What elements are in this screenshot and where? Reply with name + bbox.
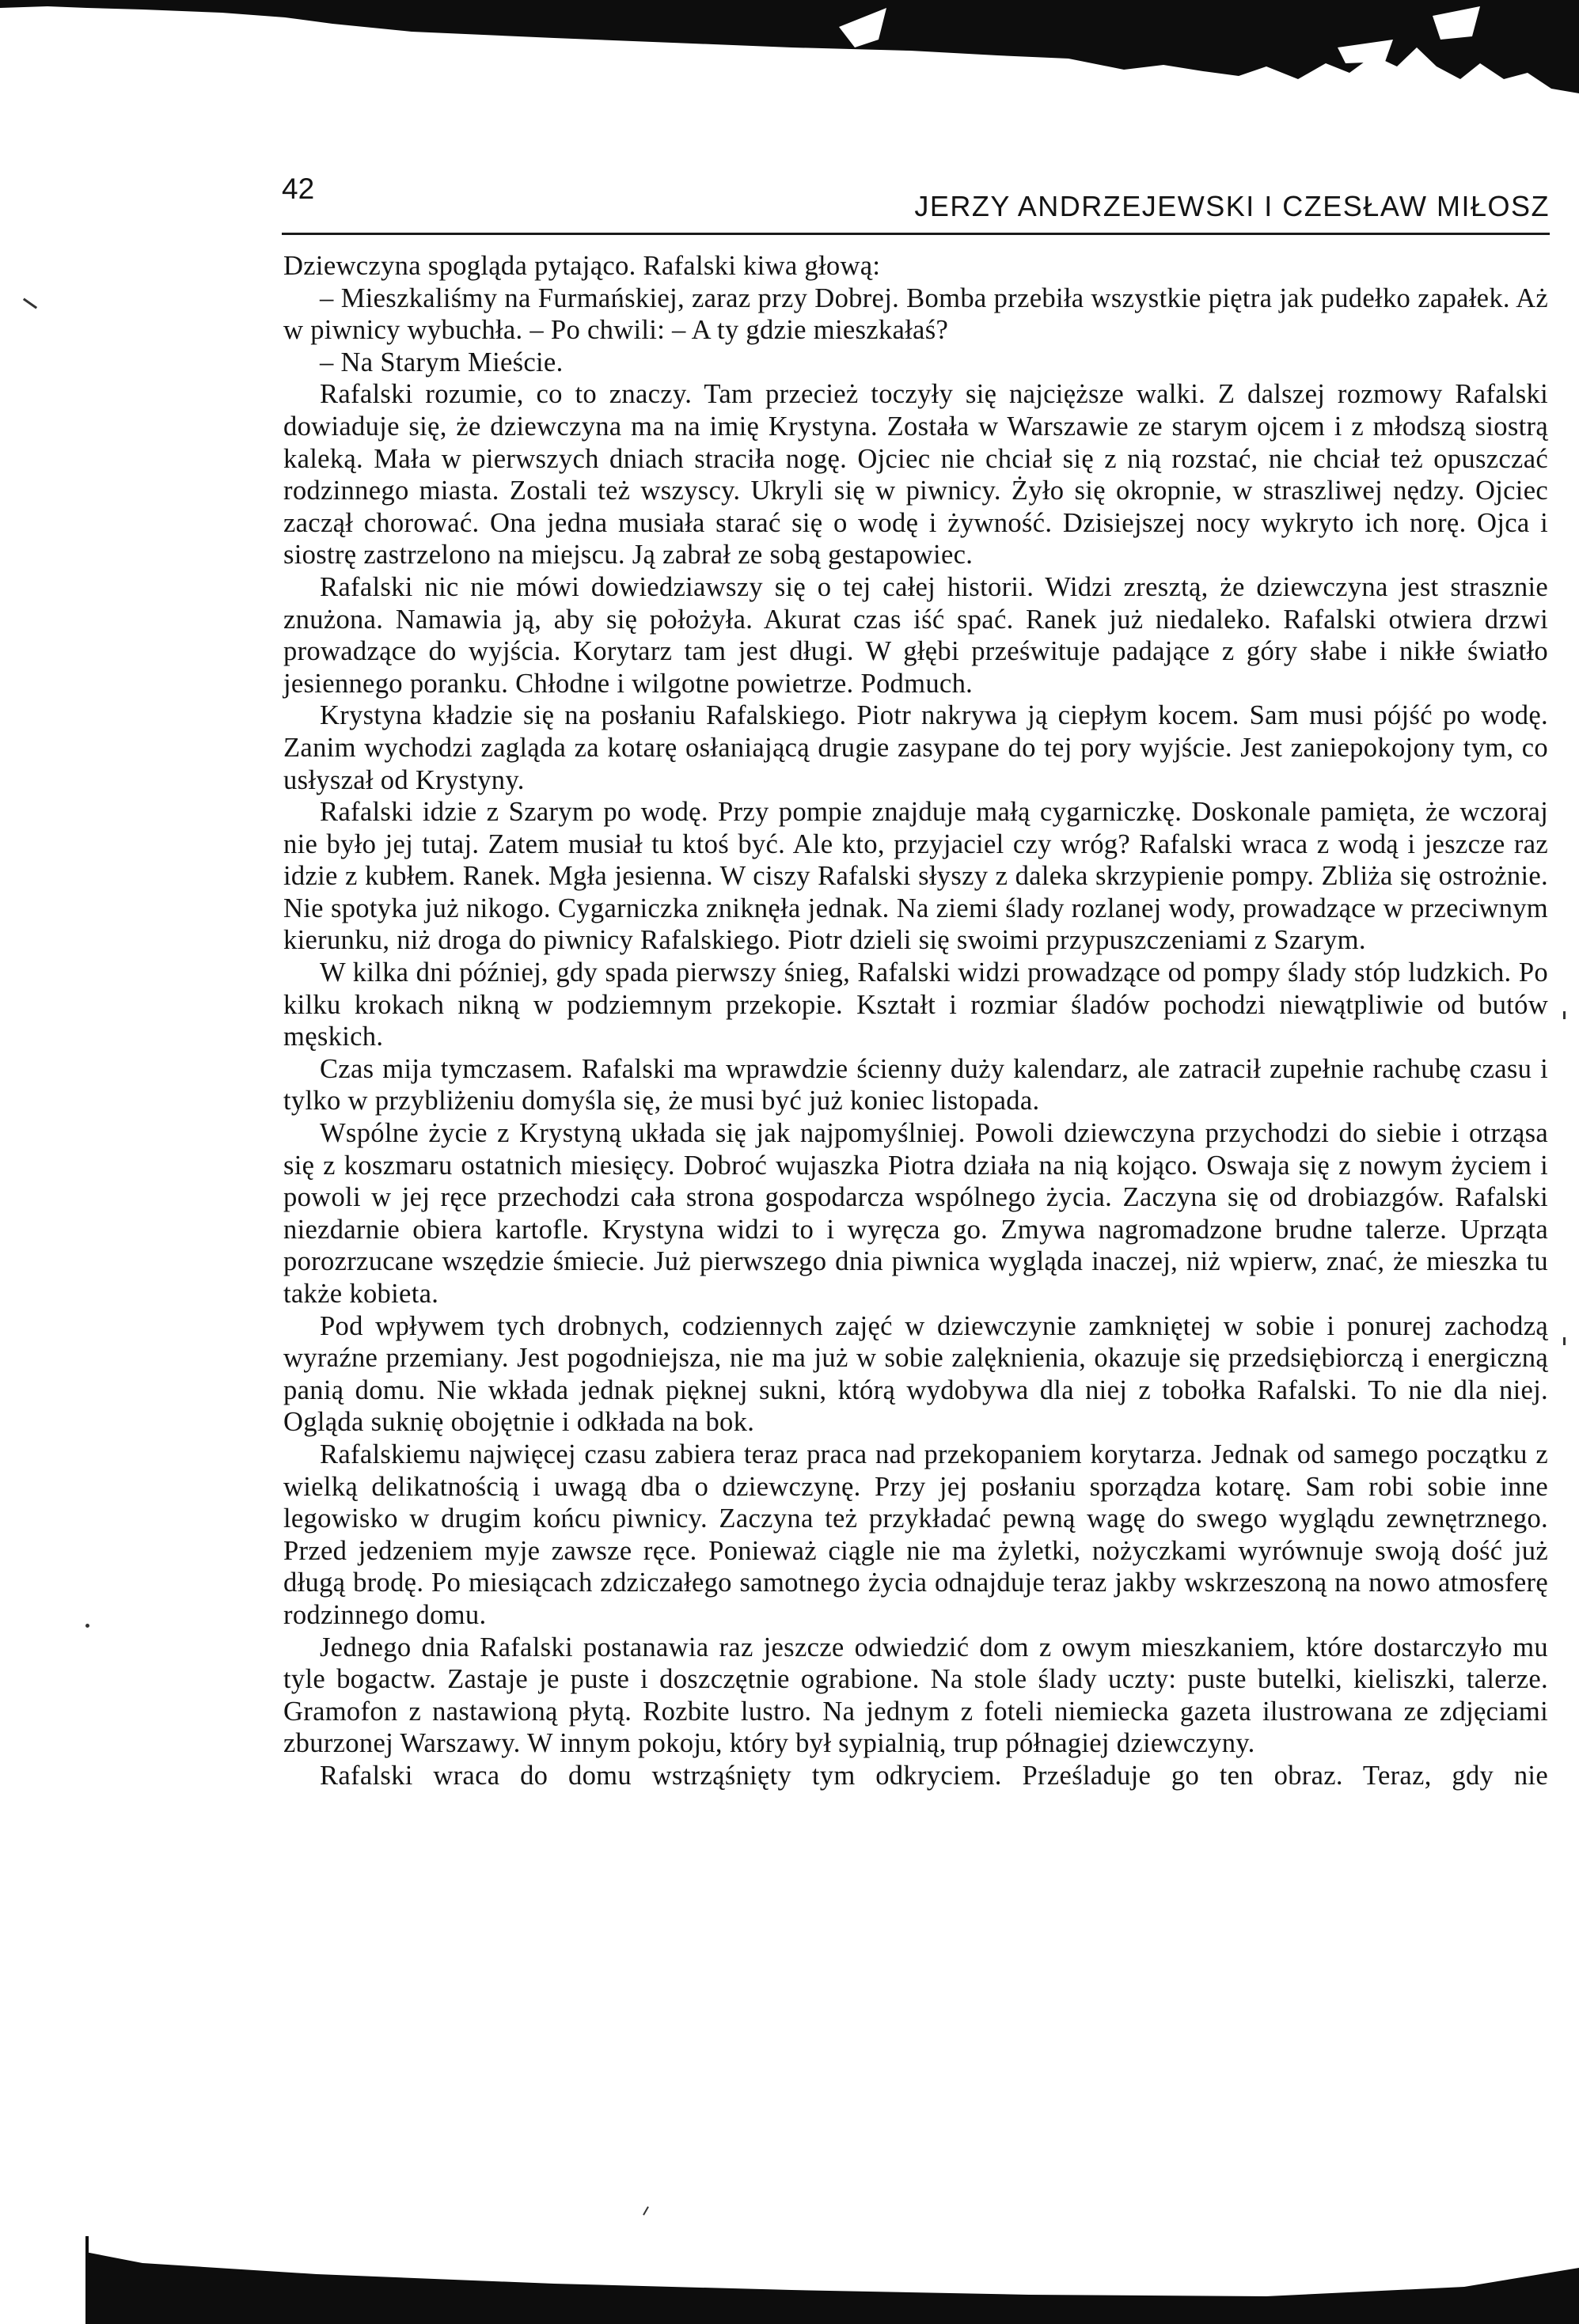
paragraph: Krystyna kładzie się na posłaniu Rafalskiego. Piotr nakrywa ją ciepłym kocem. Sam musi pójść po wodę. Zanim wychodzi zagląda za kotarę osłaniającą drugie zasypane do tej pory wyjście. Jest zaniepokojony tym, co usłyszał od Krystyny. xyxy=(283,700,1548,795)
scan-speck xyxy=(1563,1337,1566,1345)
scan-speck xyxy=(1563,1011,1566,1019)
scan-top-edge xyxy=(0,0,1579,95)
paragraph: Rafalski wraca do domu wstrząśnięty tym odkryciem. Prześladuje go ten obraz. Teraz, gdy nie xyxy=(320,1760,1548,1791)
paragraph: Pod wpływem tych drobnych, codziennych zajęć w dziewczynie zamkniętej w sobie i ponurej zachodzą wyraźne przemiany. Jest pogodniejsza, nie ma już w sobie zalęknienia, okazuje się przedsiębiorczą i energiczną panią domu. Nie wkłada jednak pięknej sukni, którą wydobywa dla niej z tobołka Rafalski. To nie dla niej. Ogląda suknię obojętnie i odkłada na bok. xyxy=(283,1310,1548,1438)
paragraph: Dziewczyna spogląda pytająco. Rafalski kiwa głową: xyxy=(283,251,881,281)
scan-bottom-edge xyxy=(0,2208,1579,2324)
paragraph: Rafalskiemu najwięcej czasu zabiera teraz praca nad przekopaniem korytarza. Jednak od samego początku z wielką delikatnością i uwagą dba o dziewczynę. Przy jej posłaniu sporządza kotarę. Sam robi sobie inne legowisko w drugim końcu piwnicy. Zaczyna też przykładać pewną wagę do swego wyglądu zewnętrznego. Przed jedzeniem myje zawsze ręce. Ponieważ ciągle nie ma żyletki, nożyczkami wyrównuje swoją dość już długą brodę. Po miesiącach zdziczałego samotnego życia odnajduje teraz jakby wskrzeszoną na nowo atmosferę rodzinnego domu. xyxy=(283,1439,1548,1630)
page-number: 42 xyxy=(282,172,315,205)
paragraph: Rafalski idzie z Szarym po wodę. Przy pompie znajduje małą cygarniczkę. Doskonale pamięta, że wczoraj nie było jej tutaj. Zatem musiał tu ktoś być. Ale kto, przyjaciel czy wróg? Rafalski wraca z wodą i jeszcze raz idzie z kubłem. Ranek. Mgła jesienna. W ciszy Rafalski słyszy z daleka skrzypienie pompy. Zbliża się ostrożnie. Nie spotyka już nikogo. Cygarniczka zniknęła jednak. Na ziemi ślady rozlanej wody, prowadzące w przeciwnym kierunku, niż droga do piwnicy Rafalskiego. Piotr dzieli się swoimi przypuszczeniami z Szarym. xyxy=(283,797,1548,956)
paragraph: Wspólne życie z Krystyną układa się jak najpomyślniej. Powoli dziewczyna przychodzi do siebie i otrząsa się z koszmaru ostatnich miesięcy. Dobroć wujaszka Piotra działa na nią kojąco. Oswaja się z nowym życiem i powoli w jej ręce przechodzi cała strona gospodarcza wspólnego życia. Zaczyna się od drobiazgów. Rafalski niezdarnie obiera kartofle. Krystyna widzi to i wyręcza go. Zmywa nagromadzone brudne talerze. Uprząta porozrzucane wszędzie śmiecie. Już pierwszego dnia piwnica wygląda inaczej, niż wpierw, znać, że mieszka tu także kobieta. xyxy=(283,1118,1548,1309)
paragraph: Rafalski nic nie mówi dowiedziawszy się o tej całej historii. Widzi zresztą, że dziewczyna jest strasznie znużona. Namawia ją, aby się położyła. Akurat czas iść spać. Ranek już niedaleko. Rafalski otwiera drzwi prowadzące do wyjścia. Korytarz tam jest długi. W głębi prześwituje padające z góry słabe i nikłe światło jesiennego poranku. Chłodne i wilgotne powietrze. Podmuch. xyxy=(283,571,1548,699)
scan-speck xyxy=(85,1624,89,1628)
paragraph: Czas mija tymczasem. Rafalski ma wprawdzie ścienny duży kalendarz, ale zatracił zupełnie rachubę czasu i tylko w przybliżeniu domyśla się, że musi być już koniec listopada. xyxy=(283,1053,1548,1117)
paragraph: Jednego dnia Rafalski postanawia raz jeszcze odwiedzić dom z owym mieszkaniem, które dostarczyło mu tyle bogactw. Zastaje je puste i doszczętnie ograbione. Na stole ślady uczty: puste butelki, kieliszki, talerze. Gramofon z nastawioną płytą. Rozbite lustro. Na jednym z foteli niemiecka gazeta ilustrowana ze zdjęciami zburzonej Warszawy. W innym pokoju, który był sypialnią, trup półnagiej dziewczyny. xyxy=(283,1632,1548,1759)
page-header xyxy=(282,168,1550,235)
paragraph: Rafalski rozumie, co to znaczy. Tam przecież toczyły się najcięższe walki. Z dalszej rozmowy Rafalski dowiaduje się, że dziewczyna ma na imię Krystyna. Została w Warszawie ze starym ojcem i z młodszą siostrą kaleką. Mała w pierwszych dniach straciła nogę. Ojciec nie chciał się z nią rozstać, nie chciał też opuszczać rodzinnego miasta. Zostali też wszyscy. Ukryli się w piwnicy. Żyło się okropnie, w straszliwej nędzy. Ojciec zaczął chorować. Ona jedna musiała starać się o wodę i żywność. Dzisiejszej nocy wykryto ich norę. Ojca i siostrę zastrzelono na miejscu. Ją zabrał ze sobą gestapowiec. xyxy=(283,379,1548,571)
paragraph: – Na Starym Mieście. xyxy=(320,347,564,377)
body-text xyxy=(283,250,1548,1792)
paragraph: W kilka dni później, gdy spada pierwszy śnieg, Rafalski widzi prowadzące od pompy ślady stóp ludzkich. Po kilku krokach nikną w podziemnym przekopie. Kształt i rozmiar śladów pochodzi niewątpliwie od butów męskich. xyxy=(283,957,1548,1052)
paragraph: – Mieszkaliśmy na Furmańskiej, zaraz przy Dobrej. Bomba przebiła wszystkie piętra jak pudełko zapałek. Aż w piwnicy wybuchła. – Po chwili: – A ty gdzie mieszkałaś? xyxy=(283,282,1548,346)
running-title: JERZY ANDRZEJEWSKI I CZESŁAW MIŁOSZ xyxy=(914,190,1550,222)
scan-speck xyxy=(23,298,37,309)
